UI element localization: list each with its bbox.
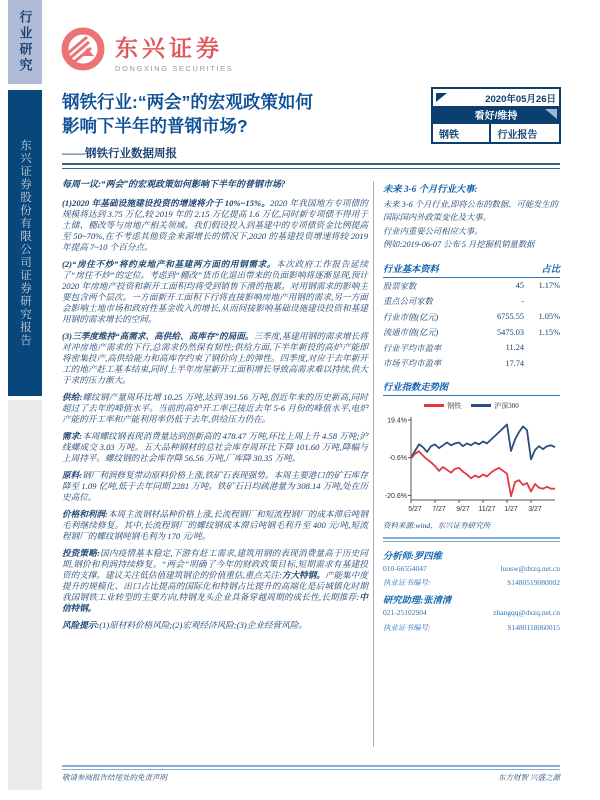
sidebar-category-label: 行业研究 (8, 0, 42, 84)
paragraph (62, 392, 368, 425)
para-bold: 方大特钢。 (281, 569, 325, 580)
para-text: 本次政府工作报告延续了“房住不炒”的定位。考虑到“棚改”货币化退出带来的负面影响将逐渐显现,预计 2020 年房地产投资和新开工面积均将受到销售下滑的拖累。对用钢需求的影响主要包含两个层次。一方面新开工面积下行将直接影响房地产用钢的需求,另一方面会影响土地市场和政府性基金收入的增长,从而间接影响基础设施建设投资和基建用钢的需求增长的空间。 (62, 258, 368, 324)
events-title: 未来 3-6 个月行业大事: (383, 185, 478, 195)
report-title-line2: 影响下半年的普钢市场? (62, 116, 248, 137)
axis-tick-label: 7/27 (432, 505, 446, 513)
analyst-email: luosw@dxzq.net.cn (500, 563, 560, 573)
rating-value: 看好/维持 (474, 110, 518, 122)
weekly-topic-title: 每周一议:“两会”的宏观政策如何影响下半年的普钢市场? (62, 179, 286, 189)
paragraph (62, 620, 368, 631)
legend-swatch (424, 404, 444, 407)
para-lead: 原料: (62, 469, 83, 480)
footer-slogan: 东方财智 兴盛之源 (498, 773, 560, 782)
basics-header (383, 261, 560, 278)
para-text: (1)原材料价格风险;(2)宏观经济风险;(3)企业经营风险。 (99, 619, 307, 630)
legend-swatch (471, 404, 491, 407)
assistant-cert-row (383, 621, 560, 635)
rating-row (433, 106, 559, 122)
analyst-name: 分析师:罗四维 (383, 551, 442, 562)
basics-title: 行业基本资料 (383, 264, 439, 275)
axis-tick-label: 5/27 (408, 505, 422, 513)
basics-row (383, 293, 560, 309)
series-钢铁 (411, 451, 555, 496)
b-pct: 1.05% (538, 312, 560, 321)
para-bold: 中信特钢。 (62, 591, 368, 613)
footer-disclaimer: 敬请参阅报告结尾处的免责声明 (62, 773, 167, 782)
analyst-contact-row (383, 562, 560, 576)
event-line: 例如:2019-06-07 公布 5 月挖掘机销量数据 (383, 240, 535, 250)
para-text: 产能集中度提升的规模化、出口占比提高的国际化和特钢占比提升的高端化是后城镇化时期我国钢铁工业转型的主要方向,特钢龙头企业具备穿越周期的成长性,长期推荐: (62, 569, 368, 602)
basics-row (383, 309, 560, 325)
title-divider (62, 163, 560, 169)
b-val: - (521, 296, 524, 306)
axis-tick-label: 11/27 (478, 505, 496, 513)
legend-item (424, 401, 461, 411)
paragraph-list (62, 198, 368, 631)
basics-row (383, 355, 560, 371)
b-val: 5475.03 (497, 327, 524, 337)
basics-col2: 占比 (541, 264, 560, 275)
analyst-phone: 010-66554047 (383, 563, 427, 573)
legend-item (471, 401, 519, 411)
para-text: 三季度,基建用钢的需求增长将对冲房地产需求的下行,总需求仍然保有韧性;供给方面,下半年新投的高炉产能即将密集投产,高供给能力和高库存约束了钢价向上的弹性。四季度,对应于去年新开工的地产赶工基本结束,同时上半年房屋新开工面积增长导致高需求难以持续,供大于求的压力渐大。 (62, 330, 368, 385)
para-text: 螺纹钢产量周环比增 10.25 万吨,达到 391.56 万吨,创近年来的历史新高,同时超过了去年的峰值水平。当前的高炉开工率已接近去年 5-6 月份的峰值水平,电炉产能的开工率和产能利用率仍低于去年,供给压力仍在。 (62, 391, 368, 424)
para-text: 2020 年我国地方专项债的规模将达到 3.75 万亿,较 2019 年的 2.15 万亿提高 1.6 万亿,同时新专项债不得用于土储、棚改等与房地产相关领域。我们假设投入到基建中的专项债资金比例提高至 50~70%,在不考虑其他资金来源增长的情况下,2020 的基建投资增速将较 2019 年提高 7~10 个百分点。 (62, 197, 368, 252)
paragraph (62, 548, 368, 614)
analyst-section (383, 548, 560, 635)
report-subtitle: ——钢铁行业数据周报 (62, 148, 177, 160)
report-type: 行业报告 (497, 129, 538, 141)
event-line: 未来 3-6 个月行业,即将公布的数据、可能发生的国际国内外政策变化及大事。 (383, 200, 558, 223)
para-lead: 供给: (62, 391, 83, 402)
body-column (62, 179, 368, 637)
event-line: 行业内重要公司相应大事。 (383, 226, 483, 236)
basics-row (383, 324, 560, 340)
b-pct: 1.17% (538, 281, 560, 290)
chart-source: 资料来源:wind、东兴证券研究所 (383, 520, 491, 530)
analyst-cert-row (383, 576, 560, 590)
assistant-cert-number: S1480118060015 (507, 622, 560, 632)
dongxing-logo-icon (60, 26, 106, 77)
b-val: 11.24 (505, 343, 524, 352)
para-lead: (2)“房住不炒”将约束地产和基建两方面的用钢需求。 (62, 258, 277, 269)
paragraph (62, 509, 368, 542)
paragraph (62, 198, 368, 253)
axis-tick-label: 19.4% (387, 417, 407, 425)
chart-title: 行业指数走势图 (383, 382, 449, 393)
b-label: 股票家数 (383, 281, 417, 291)
paragraph (62, 259, 368, 325)
assistant-phone: 021-25102904 (383, 608, 427, 618)
report-title (62, 90, 430, 138)
rating-box (431, 87, 561, 144)
rating-triangle-icon (545, 109, 557, 119)
dongxing-logo (60, 26, 233, 77)
series-沪深300 (411, 424, 555, 459)
footer-divider (62, 765, 560, 770)
para-lead: (1)2020 年基础设施建设投资的增速将介于 10%~15%。 (62, 197, 271, 208)
cert-label: 执业证书编号: (383, 622, 431, 632)
chart-canvas (383, 411, 560, 515)
logo-text (115, 30, 233, 73)
para-text: 钢厂利润修复带动原料价格上涨,铁矿石表现强势。本周主要港口的矿石库存降至 1.09 亿吨,低于去年同期 2281 万吨。铁矿石日均疏港量为 308.14 万吨,处在历史高位。 (62, 469, 368, 502)
b-label: 重点公司家数 (383, 297, 433, 306)
axis-tick-label: -0.6% (388, 454, 407, 462)
b-label: 行业市值(亿元) (383, 312, 439, 322)
paragraph (62, 431, 368, 464)
logo-name-en: DONGXING SECURITIES (115, 64, 234, 73)
index-chart-section (383, 379, 560, 531)
legend-label: 钢铁 (447, 401, 462, 410)
basics-row (383, 340, 560, 356)
legend-label: 沪深300 (494, 401, 519, 410)
report-title-line1: 钢铁行业:“两会”的宏观政策如何 (62, 92, 313, 112)
report-date: 2020年05月26日 (485, 93, 556, 105)
para-lead: 投资策略: (62, 547, 100, 558)
industry-basics-table (383, 261, 560, 371)
column-divider (373, 181, 374, 747)
para-text: 本周主流钢材品种价格上涨,长流程钢厂和短流程钢厂的成本滞后吨钢毛利继续修复。其中,长流程钢厂的螺纹钢成本滞后吨钢毛利升至 400 元/吨,短流程钢厂的螺纹钢吨钢毛利为 170 元/吨。 (62, 508, 368, 541)
paragraph (62, 331, 368, 386)
b-val: 45 (515, 281, 524, 290)
events-list (383, 198, 560, 252)
b-label: 市场平均市盈率 (383, 359, 442, 368)
assistant-name: 研究助理:张清清 (383, 596, 452, 607)
b-pct: 1.15% (538, 327, 560, 337)
para-lead: 风险提示: (62, 619, 100, 630)
axis-tick-label: 9/27 (456, 505, 470, 513)
para-lead: (3)三季度维持“高需求、高供给、高库存”的局面。 (62, 330, 254, 341)
info-column (383, 181, 560, 635)
sector-row (433, 122, 559, 142)
axis-tick-label: 3/27 (528, 505, 542, 513)
para-lead: 需求: (62, 430, 83, 441)
para-text: 本周螺纹钢表现消费量达到创新高的 478.47 万吨,环比上周上升 4.58 万吨;沪线螺成交 3.03 万吨。五大品种钢材的总社会库存周环比下降 101.60 万吨,降幅与上周持平。螺纹钢的社会库存降 56.56 万吨,厂库降 30.35 万吨。 (62, 430, 368, 463)
chart-header (383, 379, 560, 396)
logo-name-cn: 东兴证券 (115, 35, 223, 61)
basics-rows (383, 278, 560, 371)
index-line-chart (383, 411, 560, 517)
sidebar-company-label: 东兴证券股份有限公司证券研究报告 (8, 90, 42, 396)
assistant-email: zhangqq@dxzq.net.cn (493, 608, 560, 618)
b-val: 6755.55 (497, 312, 524, 321)
axis-tick-label: -20.6% (384, 492, 407, 500)
analyst-divider (383, 537, 560, 542)
b-val: 17.74 (505, 358, 524, 368)
chart-legend (383, 401, 560, 411)
cert-label: 执业证书编号: (383, 578, 431, 587)
para-lead: 价格和利润: (62, 508, 108, 519)
sector-name: 钢铁 (439, 129, 459, 141)
basics-row (383, 278, 560, 294)
b-label: 流通市值(亿元) (383, 328, 439, 337)
corner-triangle-icon (436, 93, 447, 102)
sidebar-gray-strip (8, 400, 42, 790)
date-row (433, 89, 559, 106)
paragraph (62, 470, 368, 503)
axis-tick-label: 1/27 (504, 505, 518, 513)
para-text: 国内疫情基本稳定,下游有赶工需求,建筑用钢的表现消费量高于历史同期,钢价和利润持续修复。“两会”明确了今年的财政政策目标,短期需求有基建投资的支撑。建议关注低估值建筑钢企的价值重估,重点关注: (62, 547, 368, 580)
assistant-contact-row (383, 606, 560, 620)
b-label: 行业平均市盈率 (383, 343, 442, 353)
analyst-cert-number: S1480519080002 (507, 578, 560, 587)
